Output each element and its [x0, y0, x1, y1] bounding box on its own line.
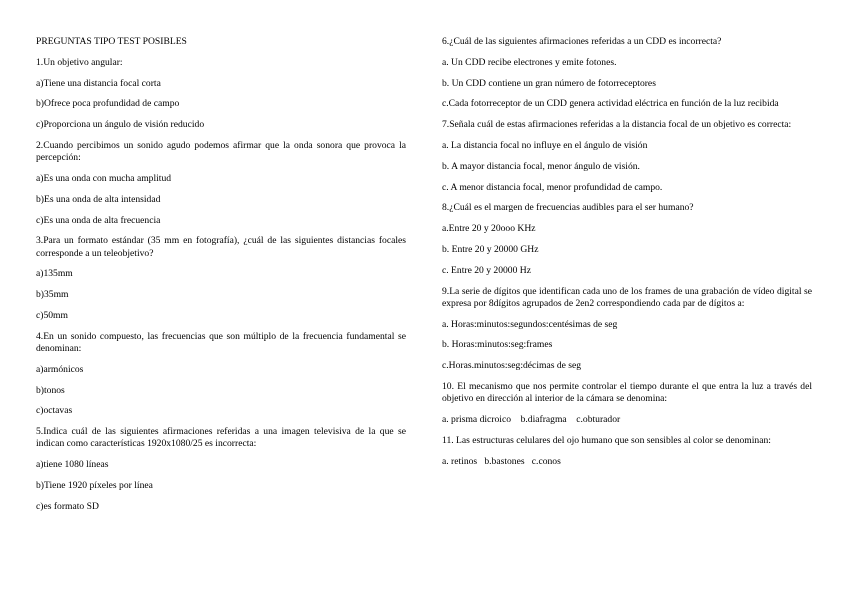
question-9: 9.La serie de dígitos que identifican cada uno de los frames de una grabación de vídeo digital se expresa por 8dígitos agrupados de 2en2 correspondiendo cada par de dígitos a:	[442, 285, 812, 309]
left-column	[36, 36, 406, 522]
answer-6c: c.Cada fotorreceptor de un CDD genera actividad eléctrica en función de la luz recibida	[442, 98, 779, 110]
answer-6a: a. Un CDD recibe electrones y emite fotones.	[442, 56, 617, 68]
question-2: 2.Cuando percibimos un sonido agudo podemos afirmar que la onda sonora que provoca la percepción:	[36, 139, 406, 164]
answer-3c: c)50mm	[36, 309, 68, 321]
answer-1a: a)Tiene una distancia focal corta	[36, 77, 161, 89]
answer-9a: a. Horas:minutos:segundos:centésimas de seg	[442, 318, 618, 330]
answer-7a: a. La distancia focal no influye en el ángulo de visión	[442, 139, 648, 151]
answer-4a: a)armónicos	[36, 363, 84, 375]
answer-4b: b)tonos	[36, 384, 65, 396]
answer-9c: c.Horas.minutos:seg:décimas de seg	[442, 360, 582, 372]
answer-8b: b. Entre 20 y 20000 GHz	[442, 243, 539, 255]
answer-1c: c)Proporciona un ángulo de visión reducido	[36, 119, 205, 131]
question-7: 7.Señala cuál de estas afirmaciones referidas a la distancia focal de un objetivo es correcta:	[442, 119, 792, 131]
answer-6b: b. Un CDD contiene un gran número de fotorreceptores	[442, 77, 656, 89]
answer-7c: c. A menor distancia focal, menor profundidad de campo.	[442, 181, 663, 193]
answer-3a: a)135mm	[36, 268, 73, 280]
answer-2a: a)Es una onda con mucha amplitud	[36, 172, 172, 184]
answers-10: a. prisma dicroico b.diafragma c.obturador	[442, 413, 621, 425]
answer-8c: c. Entre 20 y 20000 Hz	[442, 264, 531, 276]
question-11: 11. Las estructuras celulares del ojo humano que son sensibles al color se denominan:	[442, 434, 771, 446]
page-title: PREGUNTAS TIPO TEST POSIBLES	[36, 36, 187, 47]
question-5: 5.Indica cuál de las siguientes afirmaciones referidas a una imagen televisiva de la que se indican como características 1920x1080/25 es incorrecta:	[36, 426, 406, 450]
answer-7b: b. A mayor distancia focal, menor ángulo de visión.	[442, 160, 640, 172]
question-1: 1.Un objetivo angular:	[36, 56, 123, 68]
question-6: 6.¿Cuál de las siguientes afirmaciones referidas a un CDD es incorrecta?	[442, 36, 722, 47]
answer-4c: c)octavas	[36, 405, 73, 417]
question-8: 8.¿Cuál es el margen de frecuencias audibles para el ser humano?	[442, 202, 694, 214]
answers-11: a. retinos b.bastones c.conos	[442, 455, 561, 467]
question-10: 10. El mecanismo que nos permite controlar el tiempo durante el que entra la luz a través del objetivo en dirección al interior de la cámara se denomina:	[442, 380, 812, 405]
answer-9b: b. Horas:minutos:seg:frames	[442, 339, 553, 351]
answer-5c: c)es formato SD	[36, 500, 99, 512]
answer-2b: b)Es una onda de alta intensidad	[36, 193, 161, 205]
answer-1b: b)Ofrece poca profundidad de campo	[36, 98, 180, 110]
answer-5a: a)tiene 1080 líneas	[36, 459, 109, 471]
right-column	[442, 36, 812, 476]
answer-8a: a.Entre 20 y 20ooo KHz	[442, 223, 536, 235]
answer-2c: c)Es una onda de alta frecuencia	[36, 214, 161, 226]
question-4: 4.En un sonido compuesto, las frecuencias que son múltiplo de la frecuencia fundamental se denominan:	[36, 330, 406, 354]
question-3: 3.Para un formato estándar (35 mm en fotografía), ¿cuál de las siguientes distancias focales corresponde a un teleobjetivo?	[36, 235, 406, 259]
answer-3b: b)35mm	[36, 289, 69, 301]
answer-5b: b)Tiene 1920 píxeles por línea	[36, 479, 153, 491]
